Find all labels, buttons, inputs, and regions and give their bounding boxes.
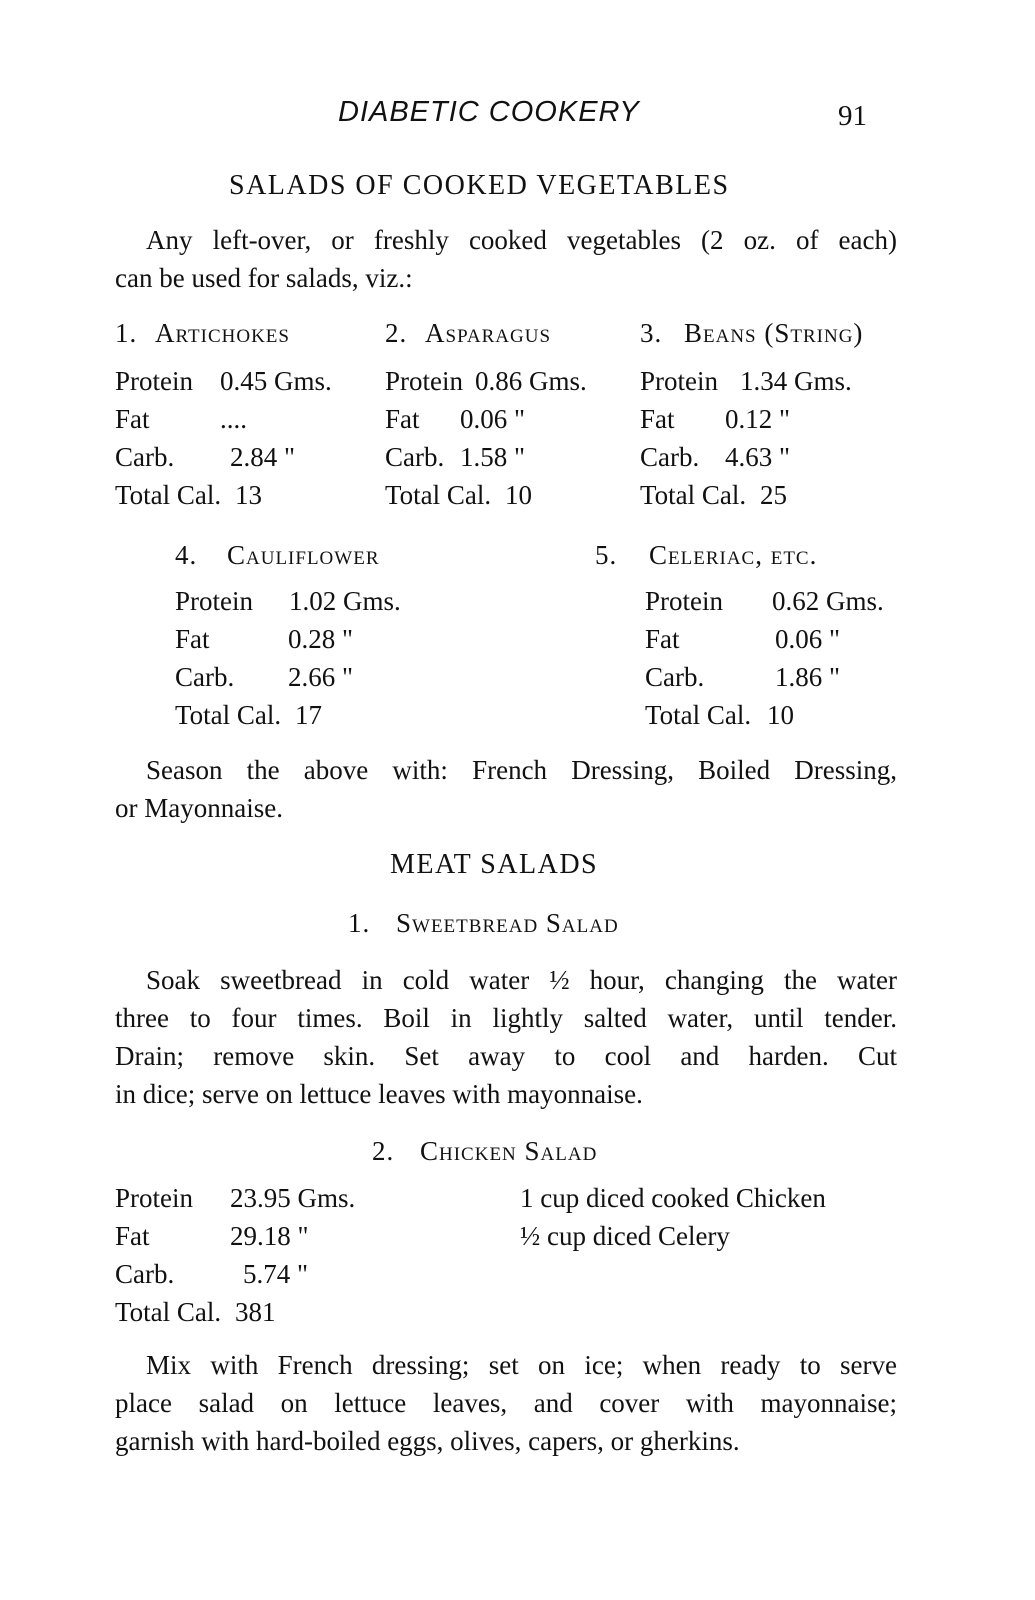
vegetable-beans-string bbox=[640, 318, 900, 518]
nutrient-row-carb bbox=[595, 662, 900, 700]
nutrient-label: Fat bbox=[645, 624, 680, 654]
sweetbread-line: in dice; serve on lettuce leaves with mayonnaise. bbox=[115, 1079, 643, 1109]
nutrient-label: Protein bbox=[115, 1183, 193, 1213]
nutrient-value: 1.58 " bbox=[460, 442, 526, 472]
recipe-heading-chicken bbox=[372, 1138, 597, 1165]
recipe-name: Chicken Salad bbox=[420, 1136, 598, 1166]
nutrient-row-fat bbox=[115, 1221, 415, 1259]
nutrient-label: Carb. bbox=[115, 1259, 175, 1289]
nutrient-value: 0.62 Gms. bbox=[772, 586, 884, 616]
sweetbread-line: three to four times. Boil in lightly salted water, until tender. bbox=[115, 1003, 897, 1033]
vegetable-name: Artichokes bbox=[155, 318, 290, 348]
vegetable-number: 1. bbox=[115, 318, 138, 348]
nutrient-row-fat bbox=[115, 404, 375, 442]
nutrient-value: 10 bbox=[767, 700, 794, 730]
season-line: Season the above with: French Dressing, Boiled Dressing, bbox=[146, 755, 897, 785]
nutrient-row-protein bbox=[385, 366, 640, 404]
vegetable-name: Celeriac, etc. bbox=[649, 540, 818, 570]
nutrient-row-carb bbox=[115, 1259, 415, 1297]
nutrient-row-carb bbox=[385, 442, 640, 480]
nutrient-label: Total Cal. bbox=[175, 700, 282, 730]
nutrient-row-carb bbox=[640, 442, 900, 480]
nutrient-row-total bbox=[595, 700, 900, 738]
vegetable-celeriac bbox=[595, 540, 900, 738]
nutrient-value: 0.06 " bbox=[775, 624, 841, 654]
nutrient-value: 4.63 " bbox=[725, 442, 791, 472]
chicken-nutrition bbox=[115, 1183, 415, 1335]
nutrient-value: 1.86 " bbox=[775, 662, 841, 692]
vegetable-artichokes bbox=[115, 318, 375, 518]
nutrient-value: 2.84 " bbox=[230, 442, 296, 472]
nutrient-value: 1.02 Gms. bbox=[289, 586, 401, 616]
nutrient-label: Carb. bbox=[385, 442, 445, 472]
nutrient-value: 25 bbox=[760, 480, 787, 510]
nutrient-row-total bbox=[640, 480, 900, 518]
nutrient-label: Carb. bbox=[640, 442, 700, 472]
page-number: 91 bbox=[838, 100, 867, 132]
section-title-cooked-vegetables: SALADS OF COOKED VEGETABLES bbox=[229, 170, 730, 201]
vegetable-name: Beans (String) bbox=[684, 318, 864, 348]
nutrient-label: Total Cal. bbox=[645, 700, 752, 730]
nutrient-row-total bbox=[385, 480, 640, 518]
nutrient-label: Protein bbox=[115, 366, 193, 396]
section-title-meat-salads: MEAT SALADS bbox=[390, 849, 599, 880]
nutrient-value: 2.66 " bbox=[288, 662, 354, 692]
nutrient-label: Protein bbox=[640, 366, 718, 396]
chicken-paragraph bbox=[115, 1346, 897, 1460]
nutrient-label: Total Cal. bbox=[115, 480, 222, 510]
recipe-heading-sweetbread bbox=[348, 910, 619, 937]
vegetable-number: 3. bbox=[640, 318, 663, 348]
nutrient-label: Fat bbox=[115, 404, 150, 434]
vegetable-number: 5. bbox=[595, 540, 618, 570]
sweetbread-line: Soak sweetbread in cold water ½ hour, changing the water bbox=[146, 965, 897, 995]
nutrient-row-protein bbox=[175, 586, 455, 624]
chicken-ingredients bbox=[520, 1183, 900, 1259]
nutrient-label: Protein bbox=[385, 366, 463, 396]
nutrient-value: 381 bbox=[235, 1297, 276, 1327]
nutrient-value: 17 bbox=[295, 700, 322, 730]
nutrient-label: Fat bbox=[175, 624, 210, 654]
vegetable-number: 2. bbox=[385, 318, 408, 348]
chicken-line: garnish with hard-boiled eggs, olives, capers, or gherkins. bbox=[115, 1426, 740, 1456]
nutrient-value: 0.86 Gms. bbox=[475, 366, 587, 396]
nutrient-value: 10 bbox=[505, 480, 532, 510]
ingredient-item bbox=[520, 1221, 900, 1259]
intro-line: can be used for salads, viz.: bbox=[115, 263, 413, 293]
chicken-line: place salad on lettuce leaves, and cover with mayonnaise; bbox=[115, 1388, 897, 1418]
nutrient-label: Fat bbox=[115, 1221, 150, 1251]
recipe-name: Sweetbread Salad bbox=[396, 908, 619, 938]
vegetable-heading bbox=[595, 540, 900, 586]
intro-paragraph bbox=[115, 221, 897, 297]
nutrient-label: Total Cal. bbox=[115, 1297, 222, 1327]
nutrient-row-total bbox=[115, 480, 375, 518]
vegetable-heading bbox=[115, 318, 375, 366]
nutrient-value: 29.18 " bbox=[230, 1221, 309, 1251]
intro-line: Any left-over, or freshly cooked vegetables (2 oz. of each) bbox=[146, 225, 897, 255]
vegetable-heading bbox=[385, 318, 640, 366]
nutrient-value: 0.12 " bbox=[725, 404, 791, 434]
recipe-number: 2. bbox=[372, 1136, 395, 1166]
nutrient-value: 1.34 Gms. bbox=[740, 366, 852, 396]
nutrient-row-protein bbox=[595, 586, 900, 624]
nutrient-label: Carb. bbox=[645, 662, 705, 692]
vegetable-cauliflower bbox=[175, 540, 455, 738]
vegetable-number: 4. bbox=[175, 540, 198, 570]
nutrient-row-protein bbox=[115, 1183, 415, 1221]
nutrient-label: Carb. bbox=[175, 662, 235, 692]
nutrient-row-fat bbox=[595, 624, 900, 662]
nutrient-label: Protein bbox=[645, 586, 723, 616]
recipe-number: 1. bbox=[348, 908, 371, 938]
nutrient-row-fat bbox=[385, 404, 640, 442]
nutrient-row-fat bbox=[175, 624, 455, 662]
sweetbread-paragraph bbox=[115, 961, 897, 1113]
nutrient-value: 23.95 Gms. bbox=[230, 1183, 356, 1213]
nutrient-row-total bbox=[175, 700, 455, 738]
vegetable-name: Asparagus bbox=[425, 318, 552, 348]
nutrient-label: Total Cal. bbox=[640, 480, 747, 510]
nutrient-row-total bbox=[115, 1297, 415, 1335]
vegetable-name: Cauliflower bbox=[227, 540, 380, 570]
nutrient-value: 0.45 Gms. bbox=[220, 366, 332, 396]
nutrient-row-fat bbox=[640, 404, 900, 442]
nutrient-value: 0.28 " bbox=[288, 624, 354, 654]
ingredient-text: 1 cup diced cooked Chicken bbox=[520, 1183, 826, 1213]
running-header-title: DIABETIC COOKERY bbox=[338, 96, 640, 128]
nutrient-value: 5.74 " bbox=[243, 1259, 309, 1289]
sweetbread-line: Drain; remove skin. Set away to cool and harden. Cut bbox=[115, 1041, 897, 1071]
nutrient-value: .... bbox=[220, 404, 247, 434]
nutrient-row-protein bbox=[640, 366, 900, 404]
chicken-line: Mix with French dressing; set on ice; when ready to serve bbox=[146, 1350, 897, 1380]
vegetable-heading bbox=[175, 540, 455, 586]
nutrient-label: Carb. bbox=[115, 442, 175, 472]
ingredient-text: ½ cup diced Celery bbox=[520, 1221, 730, 1251]
nutrient-row-protein bbox=[115, 366, 375, 404]
nutrient-value: 0.06 " bbox=[460, 404, 526, 434]
nutrient-value: 13 bbox=[235, 480, 262, 510]
nutrient-label: Total Cal. bbox=[385, 480, 492, 510]
vegetable-asparagus bbox=[385, 318, 640, 518]
vegetable-heading bbox=[640, 318, 900, 366]
season-line: or Mayonnaise. bbox=[115, 793, 283, 823]
nutrient-row-carb bbox=[175, 662, 455, 700]
nutrient-label: Fat bbox=[385, 404, 420, 434]
ingredient-item bbox=[520, 1183, 900, 1221]
nutrient-label: Protein bbox=[175, 586, 253, 616]
season-paragraph bbox=[115, 751, 897, 827]
nutrient-label: Fat bbox=[640, 404, 675, 434]
nutrient-row-carb bbox=[115, 442, 375, 480]
